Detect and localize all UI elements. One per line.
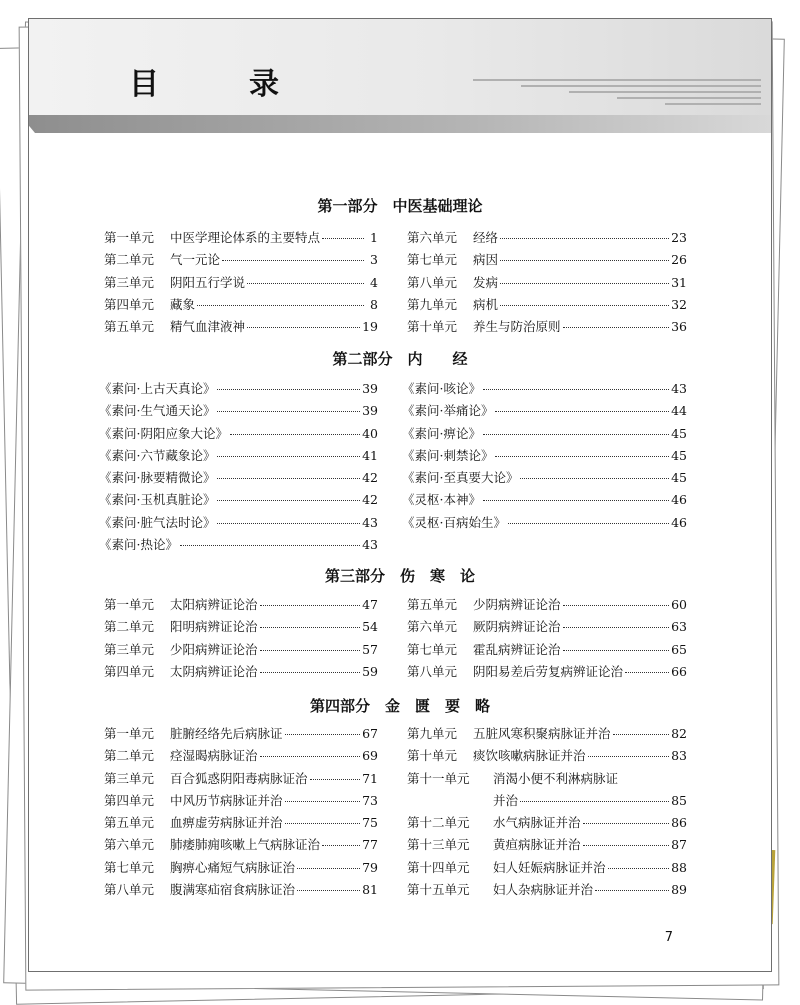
dot-leader: [197, 305, 364, 306]
toc-entry[interactable]: [407, 813, 687, 835]
dot-leader: [247, 283, 364, 284]
toc-page-number: 59: [362, 663, 378, 679]
toc-entry-title: 腹满寒疝宿食病脉证治: [170, 882, 296, 898]
toc-entry-title: 精气血津液神: [170, 319, 246, 335]
toc-entry-title: 《素问·至真要大论》: [402, 470, 519, 486]
toc-entry-title: 气一元论: [170, 252, 221, 268]
toc-entry-title: 《素问·脏气法时论》: [99, 514, 216, 530]
toc-entry[interactable]: [402, 490, 687, 512]
dot-leader: [217, 500, 360, 501]
header-stripes: [461, 79, 761, 115]
dot-leader: [180, 545, 360, 546]
dot-leader: [563, 327, 670, 328]
toc-entry-title: 太阳病辨证论治: [170, 597, 258, 612]
dot-leader: [563, 605, 670, 606]
toc-entry[interactable]: [402, 379, 687, 401]
toc-page-number: 75: [362, 815, 378, 831]
toc-entry[interactable]: [99, 468, 378, 490]
toc-unit-label: 第七单元: [407, 252, 458, 268]
toc-page-number: 87: [671, 837, 687, 853]
toc-page-number: 43: [362, 537, 378, 553]
toc-entry-title: 《素问·刺禁论》: [402, 447, 494, 463]
toc-page-number: 63: [671, 619, 687, 635]
toc-entry-title: 厥阴病辨证论治: [473, 619, 561, 635]
toc-entry[interactable]: [407, 769, 687, 791]
dot-leader: [217, 389, 360, 390]
toc-unit-label: 第一单元: [104, 597, 155, 612]
toc-page: [28, 18, 772, 972]
toc-unit-label: 第四单元: [104, 792, 155, 808]
toc-page-number: 60: [671, 597, 687, 612]
toc-entry-title: 中风历节病脉证并治: [170, 792, 283, 808]
toc-column-right: [407, 228, 687, 339]
toc-page-number: 19: [362, 319, 378, 335]
dot-leader: [247, 327, 360, 328]
toc-entry-title: 《素问·咳论》: [402, 381, 481, 396]
toc-entry[interactable]: [407, 640, 687, 662]
toc-entry[interactable]: [99, 490, 378, 512]
toc-page-number: 26: [671, 252, 687, 268]
toc-page-number: 1: [370, 230, 378, 245]
toc-page-number: 43: [362, 514, 378, 530]
toc-entry-title: 养生与防治原则: [473, 319, 561, 335]
dot-leader: [285, 823, 361, 824]
toc-entry[interactable]: [99, 401, 378, 423]
toc-entry-title: 《素问·脉要精微论》: [99, 470, 216, 486]
dot-leader: [500, 305, 669, 306]
toc-entry[interactable]: [407, 858, 687, 880]
toc-page-number: 89: [671, 882, 687, 898]
toc-page-number: 39: [362, 403, 378, 419]
toc-entry[interactable]: [99, 513, 378, 535]
toc-unit-label: 第二单元: [104, 619, 155, 635]
toc-page-number: 4: [370, 274, 378, 290]
toc-entry[interactable]: [99, 446, 378, 468]
toc-page-number: 65: [671, 641, 687, 657]
toc-page-number: 32: [671, 296, 687, 312]
toc-entry-title: 五脏风寒积聚病脉证并治: [473, 726, 611, 741]
dot-leader: [322, 238, 364, 239]
dot-leader: [500, 283, 669, 284]
dot-leader: [260, 605, 361, 606]
toc-entry-title: 《素问·六节藏象论》: [99, 447, 216, 463]
toc-entry[interactable]: [104, 835, 378, 857]
toc-page-number: 39: [362, 381, 378, 396]
toc-entry-title: 痉湿暍病脉证治: [170, 748, 258, 764]
toc-page-number: 46: [671, 514, 687, 530]
toc-unit-label: 第六单元: [104, 837, 155, 853]
toc-entry[interactable]: [407, 295, 687, 317]
toc-entry[interactable]: [402, 424, 687, 446]
toc-entry-title: 百合狐惑阴阳毒病脉证治: [170, 770, 308, 786]
toc-unit-label: 第十四单元: [407, 859, 470, 875]
toc-page-number: 31: [671, 274, 687, 290]
dot-leader: [495, 411, 669, 412]
dot-leader: [583, 845, 670, 846]
toc-entry[interactable]: [99, 424, 378, 446]
toc-unit-label: 第八单元: [104, 882, 155, 898]
toc-page-number: 45: [671, 425, 687, 441]
toc-entry[interactable]: [104, 662, 378, 684]
toc-entry-title: 《素问·生气通天论》: [99, 403, 216, 419]
toc-unit-label: 第六单元: [407, 619, 458, 635]
toc-entry-title: 妇人妊娠病脉证并治: [493, 859, 606, 875]
toc-entry[interactable]: [104, 595, 378, 617]
toc-unit-label: 第八单元: [407, 663, 458, 679]
toc-unit-label: 第三单元: [104, 274, 155, 290]
dot-leader: [588, 756, 670, 757]
dot-leader: [285, 734, 361, 735]
toc-entry[interactable]: [104, 273, 378, 295]
toc-unit-label: 第五单元: [407, 597, 458, 612]
toc-entry[interactable]: [407, 228, 687, 250]
toc-unit-label: 第七单元: [407, 641, 458, 657]
toc-page-number: 83: [671, 748, 687, 764]
toc-unit-label: 第十三单元: [407, 837, 470, 853]
toc-entry-title: 阳明病辨证论治: [170, 619, 258, 635]
toc-entry[interactable]: [407, 724, 687, 746]
toc-page-number: 77: [362, 837, 378, 853]
dot-leader: [520, 801, 669, 802]
toc-page-number: 82: [671, 726, 687, 741]
toc-page-number: 86: [671, 815, 687, 831]
toc-page-number: 40: [362, 425, 378, 441]
toc-entry[interactable]: [104, 317, 378, 339]
dot-leader: [563, 627, 670, 628]
toc-entry[interactable]: [104, 724, 378, 746]
toc-unit-label: 第五单元: [104, 815, 155, 831]
toc-unit-label: 第十一单元: [407, 770, 470, 786]
toc-entry-title: 妇人杂病脉证并治: [493, 882, 594, 898]
dot-leader: [217, 411, 360, 412]
dot-leader: [583, 823, 670, 824]
toc-entry-title: 黄疸病脉证并治: [493, 837, 581, 853]
toc-entry-title: 《素问·阴阳应象大论》: [99, 425, 228, 441]
toc-entry-title: 阴阳易差后劳复病辨证论治: [473, 663, 624, 679]
toc-entry[interactable]: [407, 617, 687, 639]
toc-entry[interactable]: [407, 273, 687, 295]
toc-entry-title: 并治: [493, 792, 519, 808]
dot-leader: [520, 478, 669, 479]
toc-unit-label: 第十单元: [407, 319, 458, 335]
dot-leader: [483, 500, 669, 501]
toc-entry-title: 肺痿肺痈咳嗽上气病脉证治: [170, 837, 321, 853]
toc-unit-label: 第十五单元: [407, 882, 470, 898]
toc-page-number: 43: [671, 381, 687, 396]
toc-entry-title: 病机: [473, 296, 499, 312]
toc-entry-title: 脏腑经络先后病脉证: [170, 726, 283, 741]
toc-entry[interactable]: [104, 813, 378, 835]
toc-entry[interactable]: [99, 379, 378, 401]
dot-leader: [608, 868, 670, 869]
toc-column-right: [402, 379, 687, 535]
toc-page-number: 36: [671, 319, 687, 335]
toc-page-number: 44: [671, 403, 687, 419]
toc-entry-title: 《素问·热论》: [99, 537, 178, 553]
toc-entry[interactable]: [104, 228, 378, 250]
dot-leader: [260, 650, 361, 651]
toc-column-left: [104, 724, 378, 902]
toc-column-left: [104, 228, 378, 339]
toc-entry[interactable]: [104, 791, 378, 813]
toc-entry-title: 《素问·玉机真脏论》: [99, 492, 216, 508]
toc-entry-title: 太阴病辨证论治: [170, 663, 258, 679]
toc-page-number: 81: [362, 882, 378, 898]
toc-unit-label: 第八单元: [407, 274, 458, 290]
page-title: 目 录: [129, 67, 309, 102]
dot-leader: [625, 672, 669, 673]
toc-unit-label: 第三单元: [104, 770, 155, 786]
toc-entry[interactable]: [402, 468, 687, 490]
toc-entry-title: 胸痹心痛短气病脉证治: [170, 859, 296, 875]
toc-unit-label: 第三单元: [104, 641, 155, 657]
toc-page-number: 85: [671, 792, 687, 808]
dot-leader: [483, 389, 669, 390]
toc-entry[interactable]: [104, 769, 378, 791]
toc-unit-label: 第七单元: [104, 859, 155, 875]
toc-entry[interactable]: [407, 835, 687, 857]
toc-unit-label: 第十单元: [407, 748, 458, 764]
dot-leader: [230, 434, 360, 435]
toc-unit-label: 第九单元: [407, 726, 458, 741]
toc-entry[interactable]: [104, 640, 378, 662]
dot-leader: [495, 456, 669, 457]
toc-entry-title: 《素问·痹论》: [402, 425, 481, 441]
toc-entry[interactable]: [407, 880, 687, 902]
toc-page-number: 79: [362, 859, 378, 875]
toc-entry-title: 血痹虚劳病脉证并治: [170, 815, 283, 831]
dot-leader: [310, 779, 361, 780]
page-number: 7: [664, 930, 673, 945]
toc-unit-label: 第四单元: [104, 296, 155, 312]
toc-entry-title: 痰饮咳嗽病脉证并治: [473, 748, 586, 764]
toc-entry-title: 阴阳五行学说: [170, 274, 246, 290]
toc-page-number: 57: [362, 641, 378, 657]
part-heading: 第二部分 内 经: [332, 350, 468, 368]
toc-page-number: 8: [370, 296, 378, 312]
dot-leader: [613, 734, 670, 735]
dot-leader: [483, 434, 669, 435]
header-rule: [29, 115, 771, 133]
dot-leader: [500, 260, 669, 261]
toc-page-number: 73: [362, 792, 378, 808]
toc-unit-label: 第四单元: [104, 663, 155, 679]
toc-page-number: 41: [362, 447, 378, 463]
toc-page-number: 3: [370, 252, 378, 268]
toc-entry[interactable]: [104, 858, 378, 880]
part-heading: 第三部分 伤 寒 论: [324, 567, 475, 585]
toc-entry-title: 《灵枢·本神》: [402, 492, 481, 508]
toc-entry[interactable]: [407, 317, 687, 339]
dot-leader: [260, 756, 361, 757]
toc-unit-label: 第一单元: [104, 726, 155, 741]
toc-column-left: [99, 379, 378, 557]
toc-entry[interactable]: [104, 617, 378, 639]
toc-entry[interactable]: [99, 535, 378, 557]
toc-column-left: [104, 595, 378, 684]
toc-entry-title: 《灵枢·百病始生》: [402, 514, 506, 530]
toc-entry-title: 中医学理论体系的主要特点: [170, 230, 321, 245]
toc-entry-title: 藏象: [170, 296, 196, 312]
toc-page-number: 42: [362, 470, 378, 486]
dot-leader: [563, 650, 670, 651]
dot-leader: [297, 868, 360, 869]
toc-entry[interactable]: [407, 746, 687, 768]
toc-unit-label: 第十二单元: [407, 815, 470, 831]
dot-leader: [260, 627, 361, 628]
toc-entry-title: 病因: [473, 252, 499, 268]
part-heading: 第四部分 金 匮 要 略: [309, 697, 490, 715]
dot-leader: [260, 672, 361, 673]
dot-leader: [217, 456, 360, 457]
dot-leader: [595, 890, 669, 891]
toc-entry[interactable]: [402, 446, 687, 468]
toc-entry[interactable]: [402, 401, 687, 423]
dot-leader: [217, 478, 360, 479]
dot-leader: [500, 238, 669, 239]
toc-unit-label: 第五单元: [104, 319, 155, 335]
dot-leader: [222, 260, 364, 261]
part-heading: 第一部分 中医基础理论: [317, 197, 483, 215]
toc-page-number: 46: [671, 492, 687, 508]
toc-unit-label: 第九单元: [407, 296, 458, 312]
toc-column-right: [407, 595, 687, 684]
toc-page-number: 45: [671, 470, 687, 486]
toc-unit-label: 第一单元: [104, 230, 155, 245]
toc-entry-title: 消渴小便不利淋病脉证: [493, 770, 619, 786]
toc-entry-continuation[interactable]: [407, 791, 687, 813]
toc-entry-title: 发病: [473, 274, 499, 290]
dot-leader: [297, 890, 360, 891]
toc-entry-title: 《素问·举痛论》: [402, 403, 494, 419]
toc-entry[interactable]: [104, 295, 378, 317]
toc-page-number: 88: [671, 859, 687, 875]
toc-page-number: 67: [362, 726, 378, 741]
toc-entry[interactable]: [407, 250, 687, 272]
toc-column-right: [407, 724, 687, 902]
toc-entry-title: 水气病脉证并治: [493, 815, 581, 831]
toc-unit-label: 第六单元: [407, 230, 458, 245]
toc-page-number: 66: [671, 663, 687, 679]
toc-entry[interactable]: [104, 880, 378, 902]
toc-entry-title: 少阴病辨证论治: [473, 597, 561, 612]
toc-page-number: 45: [671, 447, 687, 463]
toc-unit-label: 第二单元: [104, 252, 155, 268]
toc-entry[interactable]: [407, 662, 687, 684]
toc-entry-title: 《素问·上古天真论》: [99, 381, 216, 396]
toc-entry-title: 霍乱病辨证论治: [473, 641, 561, 657]
toc-entry-title: 少阳病辨证论治: [170, 641, 258, 657]
toc-entry[interactable]: [407, 595, 687, 617]
toc-page-number: 71: [362, 770, 378, 786]
dot-leader: [322, 845, 360, 846]
toc-page-number: 42: [362, 492, 378, 508]
toc-entry[interactable]: [104, 746, 378, 768]
toc-page-number: 54: [362, 619, 378, 635]
toc-entry[interactable]: [104, 250, 378, 272]
dot-leader: [508, 523, 669, 524]
toc-page-number: 23: [671, 230, 687, 245]
toc-page-number: 69: [362, 748, 378, 764]
dot-leader: [285, 801, 361, 802]
toc-page-number: 47: [362, 597, 378, 612]
dot-leader: [217, 523, 360, 524]
toc-entry-title: 经络: [473, 230, 499, 245]
toc-unit-label: 第二单元: [104, 748, 155, 764]
toc-entry[interactable]: [402, 513, 687, 535]
